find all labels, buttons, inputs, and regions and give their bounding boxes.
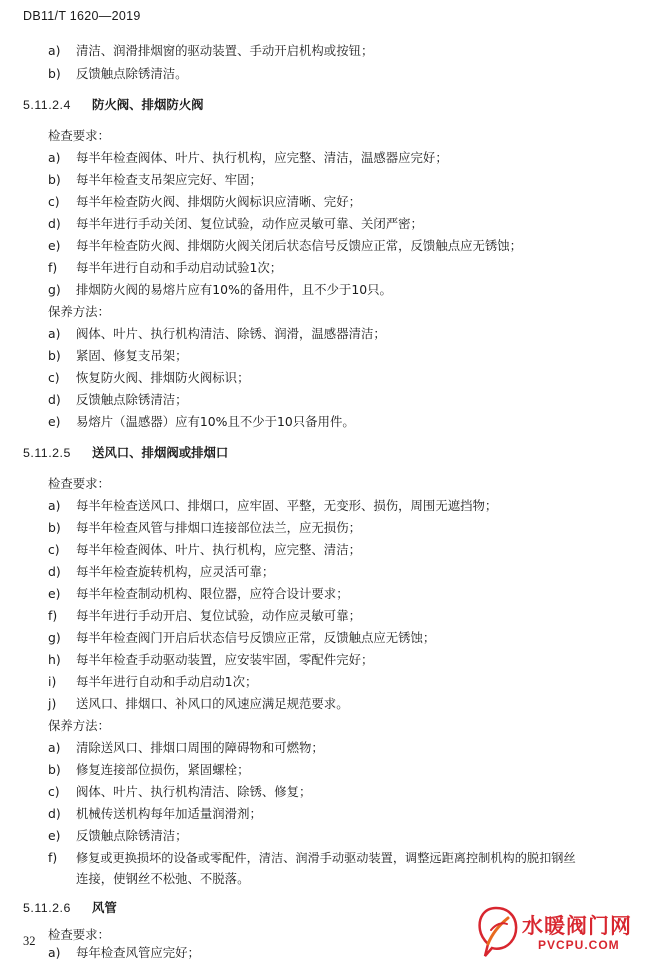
item-label: a) [48,43,61,58]
item-label: d) [48,392,61,407]
item-label: b) [48,66,61,81]
item-text: 阀体、叶片、执行机构清洁、除锈、润滑，温感器清洁； [76,326,386,341]
item-text: 每半年检查阀体、叶片、执行机构，应完整、清洁； [76,542,361,557]
item-label: e) [48,828,61,843]
item-text: 每半年检查制动机构、限位器，应符合设计要求； [76,586,349,601]
item-label: b) [48,520,61,535]
inspect-label: 检查要求： [48,128,110,143]
item-label: a) [48,740,61,755]
item-text: 修复连接部位损伤，紧固螺栓； [76,762,250,777]
item-label: c) [48,542,60,557]
item-text: 反馈触点除锈清洁； [76,392,188,407]
item-label: f) [48,260,58,275]
item-label: h) [48,652,61,667]
section-title: 防火阀、排烟防火阀 [92,97,204,112]
inspect-label: 检查要求： [48,927,110,942]
item-text: 每半年检查阀门开启后状态信号反馈应正常，反馈触点应无锈蚀； [76,630,436,645]
item-label: e) [48,586,61,601]
item-text: 紧固、修复支吊架； [76,348,188,363]
watermark-url: PVCPU.COM [538,938,620,952]
item-label: f) [48,850,58,865]
inspect-label: 检查要求： [48,476,110,491]
item-label: f) [48,608,58,623]
site-watermark [474,904,650,962]
item-label: c) [48,194,60,209]
item-label: b) [48,172,61,187]
item-label: a) [48,150,61,165]
item-text: 易熔片（温感器）应有10%且不少于10只备用件。 [76,414,355,429]
item-text: 清洁、润滑排烟窗的驱动装置、手动开启机构或按钮； [76,43,374,58]
item-text: 每半年检查旋转机构，应灵活可靠； [76,564,275,579]
maint-label: 保养方法： [48,718,110,733]
item-text: 每半年进行手动关闭、复位试验，动作应灵敏可靠、关闭严密； [76,216,423,231]
item-text: 每半年检查防火阀、排烟防火阀关闭后状态信号反馈应正常，反馈触点应无锈蚀； [76,238,523,253]
item-text: 修复或更换损坏的设备或零配件，清洁、润滑手动驱动装置，调整远距离控制机构的脱扣钢丝 [76,851,576,865]
item-text: 反馈触点除锈清洁； [76,828,188,843]
item-text: 阀体、叶片、执行机构清洁、除锈、修复； [76,784,312,799]
item-text: 每半年进行手动开启、复位试验，动作应灵敏可靠； [76,608,361,623]
item-text: 每年检查风管应完好； [76,945,200,960]
item-label: a) [48,326,61,341]
item-label: g) [48,630,61,645]
item-text: 每半年检查支吊架应完好、牢固； [76,172,262,187]
item-text: 每半年进行自动和手动启动1次； [76,674,258,689]
section-number: 5.11.2.6 [23,901,71,915]
item-label: j) [48,696,57,711]
item-label: b) [48,348,61,363]
item-text: 反馈触点除锈清洁。 [76,66,188,81]
section-number: 5.11.2.4 [23,98,71,112]
item-text: 每半年检查阀体、叶片、执行机构，应完整、清洁，温感器应完好； [76,150,448,165]
section-title: 风管 [92,900,117,915]
item-label: a) [48,498,61,513]
item-label: c) [48,370,60,385]
item-text: 每半年进行自动和手动启动试验1次； [76,260,283,275]
item-label: b) [48,762,61,777]
item-text: 恢复防火阀、排烟防火阀标识； [76,370,250,385]
item-text-continued: 连接，使钢丝不松弛、不脱落。 [76,871,250,886]
item-label: d) [48,806,61,821]
page-number: 32 [23,934,36,948]
item-text: 每半年检查送风口、排烟口，应牢固、平整，无变形、损伤，周围无遮挡物； [76,498,498,513]
item-label: g) [48,282,61,297]
item-label: i) [48,674,57,689]
item-text: 机械传送机构每年加适量润滑剂； [76,806,262,821]
standard-code: DB11/T 1620—2019 [23,9,141,23]
item-label: d) [48,216,61,231]
item-label: d) [48,564,61,579]
item-label: a) [48,945,61,960]
item-label: e) [48,238,61,253]
item-text: 清除送风口、排烟口周围的障碍物和可燃物； [76,740,324,755]
watermark-brand: 水暖阀门网 [522,914,632,938]
section-title: 送风口、排烟阀或排烟口 [92,445,229,460]
section-number: 5.11.2.5 [23,446,71,460]
item-text: 排烟防火阀的易熔片应有10%的备用件，且不少于10只。 [76,282,392,297]
item-label: e) [48,414,61,429]
item-text: 每半年检查风管与排烟口连接部位法兰，应无损伤； [76,520,361,535]
item-text: 每半年检查防火阀、排烟防火阀标识应清晰、完好； [76,194,361,209]
item-text: 每半年检查手动驱动装置，应安装牢固，零配件完好； [76,652,374,667]
pv-logo-icon [474,904,520,960]
maint-label: 保养方法： [48,304,110,319]
item-text: 送风口、排烟口、补风口的风速应满足规范要求。 [76,696,349,711]
item-label: c) [48,784,60,799]
